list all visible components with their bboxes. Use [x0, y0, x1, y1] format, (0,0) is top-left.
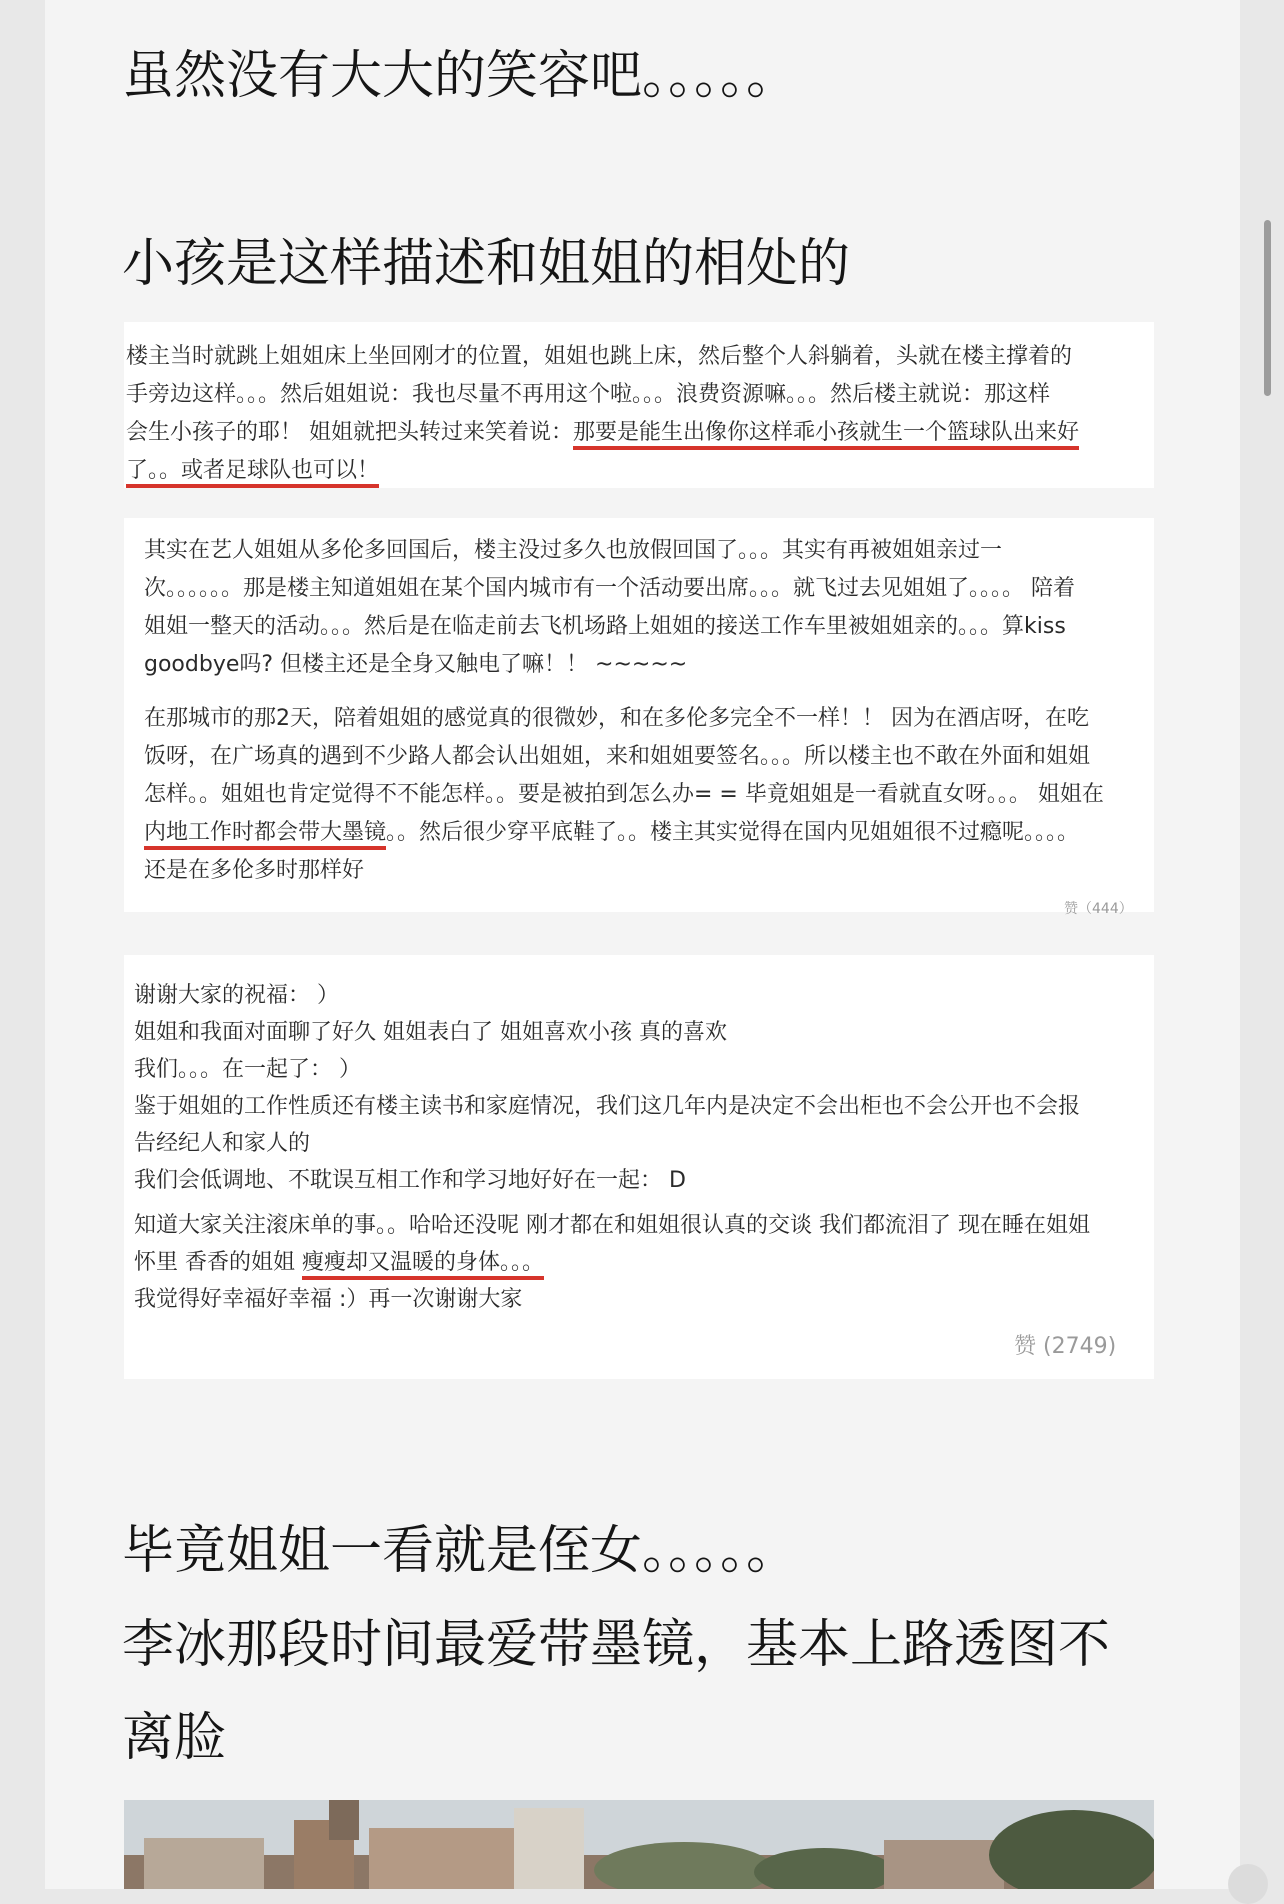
- card3-line: 鉴于姐姐的工作性质还有楼主读书和家庭情况，我们这几年内是决定不会出柜也不会公开也不会报: [134, 1094, 1081, 1119]
- card3-line: 姐姐和我面对面聊了好久 姐姐表白了 姐姐喜欢小孩 真的喜欢: [134, 1020, 727, 1045]
- card2-line: 怎样。。姐姐也肯定觉得不不能怎样。。要是被拍到怎么办= = 毕竟姐姐是一看就直女呀。。。 姐姐在: [144, 782, 1104, 807]
- card1-line: 手旁边这样。。。然后姐姐说：我也尽量不再用这个啦。。。浪费资源嘛。。。然后楼主就说：那这样: [126, 382, 1051, 407]
- street-photo: [124, 1800, 1154, 1889]
- card3-line: 我们。。。在一起了： ）: [134, 1057, 361, 1082]
- card1-text: 会生小孩子的耶！ 姐姐就把头转过来笑着说：: [126, 420, 573, 445]
- card3-line: 告经纪人和家人的: [134, 1131, 311, 1156]
- underlined-text: 那要是能生出像你这样乖小孩就生一个篮球队出来好: [573, 420, 1079, 450]
- card2-line: 在那城市的那2天，陪着姐姐的感觉真的很微妙，和在多伦多完全不一样！！ 因为在酒店呀，在吃: [144, 706, 1089, 731]
- quote-card-2: [124, 518, 1154, 917]
- card3-line: 我们会低调地、不耽误互相工作和学习地好好在一起： D: [134, 1168, 686, 1193]
- card3-text: 怀里 香香的姐姐: [134, 1250, 302, 1275]
- floating-action-button[interactable]: [1228, 1864, 1268, 1904]
- street-photo-drawing: [124, 1800, 1154, 1889]
- card2-line: [144, 814, 1104, 852]
- card1-line: 楼主当时就跳上姐姐床上坐回刚才的位置，姐姐也跳上床，然后整个人斜躺着，头就在楼主撑着的: [126, 344, 1073, 369]
- underlined-text: 了。。或者足球队也可以！: [126, 458, 379, 488]
- quote-card-1: [124, 322, 1154, 488]
- card1-line: [126, 452, 1079, 490]
- card3-line: 谢谢大家的祝福： ）: [134, 983, 339, 1008]
- heading-description: 小孩是这样描述和姐姐的相处的: [122, 234, 851, 294]
- card1-line: [126, 414, 1079, 452]
- card3-line: [134, 1244, 1090, 1281]
- heading-sunglasses-cont: 离脸: [122, 1708, 227, 1768]
- underlined-text: 瘦瘦却又温暖的身体。。。: [302, 1250, 544, 1280]
- quote-card-3: [124, 955, 1154, 1379]
- heading-niece: 毕竟姐姐一看就是侄女。。。。。: [122, 1521, 799, 1581]
- card3-line: 知道大家关注滚床单的事。。哈哈还没呢 刚才都在和姐姐很认真的交谈 我们都流泪了 现在睡在姐姐: [134, 1213, 1090, 1238]
- like-count[interactable]: 赞 (2749): [1014, 1334, 1117, 1359]
- scrollbar-thumb[interactable]: [1264, 220, 1271, 396]
- card2-line: 其实在艺人姐姐从多伦多回国后，楼主没过多久也放假回国了。。。其实有再被姐姐亲过一: [144, 538, 1003, 563]
- heading-smile: 虽然没有大大的笑容吧。。。。。: [122, 46, 799, 106]
- card2-text: 。。然后很少穿平底鞋了。。楼主其实觉得在国内见姐姐很不过瘾呢。。。。: [386, 820, 1080, 845]
- card2-line: 姐姐一整天的活动。。。然后是在临走前去飞机场路上姐姐的接送工作车里被姐姐亲的。。。算kiss: [144, 614, 1066, 639]
- card2-line: 还是在多伦多时那样好: [144, 858, 365, 883]
- card2-line: 次。。。。。。那是楼主知道姐姐在某个国内城市有一个活动要出席。。。就飞过去见姐姐了。。。。 陪着: [144, 576, 1075, 601]
- heading-sunglasses: 李冰那段时间最爱带墨镜，基本上路透图不: [122, 1615, 1111, 1675]
- underlined-text: 内地工作时都会带大墨镜: [144, 820, 386, 850]
- card3-line: 我觉得好幸福好幸福 :）再一次谢谢大家: [134, 1287, 523, 1312]
- card2-line: 饭呀，在广场真的遇到不少路人都会认出姐姐，来和姐姐要签名。。。所以楼主也不敢在外面和姐姐: [144, 744, 1091, 769]
- like-count[interactable]: 赞（444）: [1064, 901, 1133, 917]
- card2-line: goodbye吗? 但楼主还是全身又触电了嘛！！ ~~~~~: [144, 652, 688, 677]
